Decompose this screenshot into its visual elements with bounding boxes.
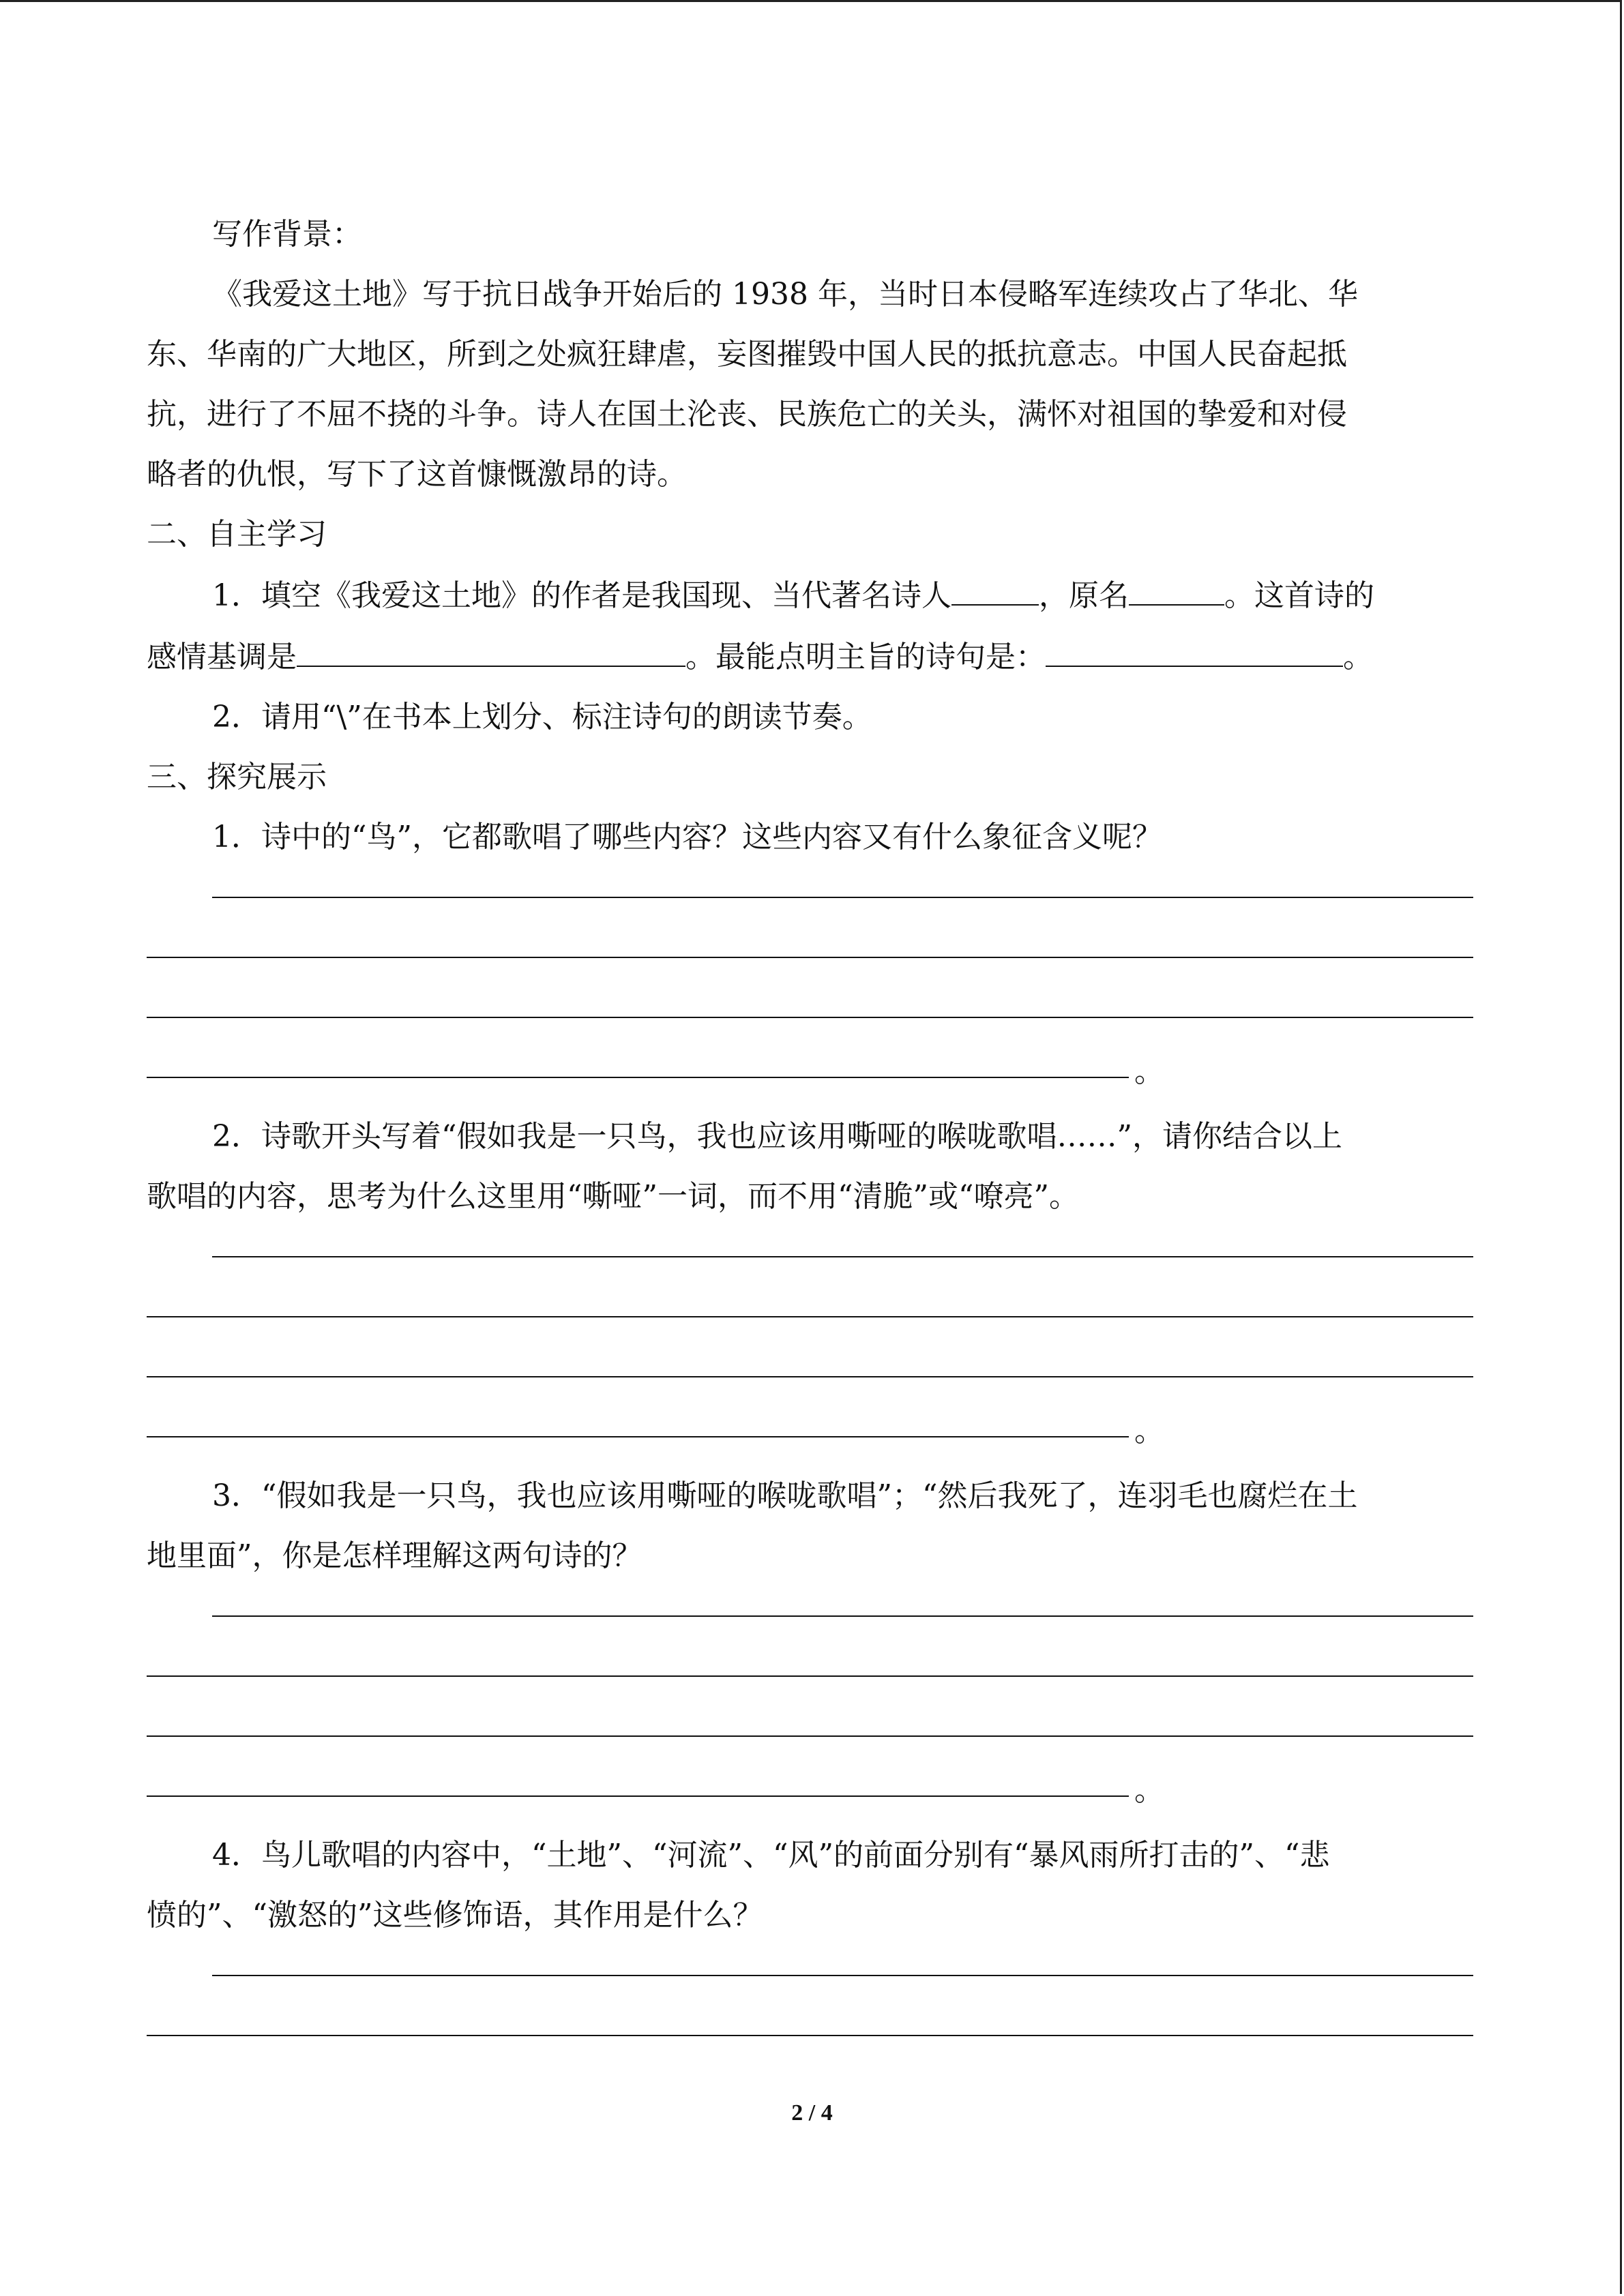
fill-in-text: 感情基调是: [147, 640, 297, 674]
answer-line: [147, 1735, 1473, 1737]
answer-line: [212, 897, 1473, 898]
background-line: 抗，进行了不屈不挠的斗争。诗人在国土沦丧、民族危亡的关头，满怀对祖国的挚爱和对侵: [147, 397, 1347, 432]
answer-line: [147, 957, 1473, 958]
answer-line: [147, 1077, 1129, 1078]
fill-in-question-cont: [147, 626, 1473, 687]
fill-in-text: 。这首诗的: [1224, 578, 1374, 613]
worksheet-content: [147, 205, 1473, 2068]
answer-line: [212, 1975, 1473, 1976]
explore-question-4: 4．鸟儿歌唱的内容中，“土地”、“河流”、“风”的前面分别有“暴风雨所打击的”、“悲: [212, 1838, 1330, 1873]
answer-area-1[interactable]: [147, 867, 1473, 1107]
answer-line: [147, 1316, 1473, 1317]
theme-line-blank[interactable]: [1046, 626, 1343, 667]
line-end-mark: 。: [1134, 1773, 1164, 1808]
background-line: 东、华南的广大地区，所到之处疯狂肆虐，妄图摧毁中国人民的抵抗意志。中国人民奋起抵: [147, 337, 1347, 372]
fill-in-text: 1．填空《我爱这土地》的作者是我国现、当代著名诗人: [212, 578, 951, 613]
explore-question-1: 1．诗中的“鸟”，它都歌唱了哪些内容？这些内容又有什么象征含义呢？: [212, 820, 1162, 854]
fill-in-text: 。最能点明主旨的诗句是：: [685, 640, 1046, 674]
answer-line: [147, 1376, 1473, 1377]
answer-line: [212, 1615, 1473, 1617]
page-number: 2 / 4: [791, 2100, 833, 2126]
line-end-mark: 。: [1134, 1414, 1164, 1448]
section-heading-self-study: 二、自主学习: [147, 517, 327, 552]
explore-question-3: 3．“假如我是一只鸟，我也应该用嘶哑的喉咙歌唱”；“然后我死了，连羽毛也腐烂在土: [212, 1478, 1358, 1513]
background-heading: 写作背景：: [212, 217, 362, 252]
answer-area-3[interactable]: [147, 1586, 1473, 1825]
fill-in-question: [147, 565, 1473, 626]
fill-in-text: 。: [1343, 640, 1373, 674]
section-heading-explore: 三、探究展示: [147, 760, 327, 794]
explore-question-2-cont: 歌唱的内容，思考为什么这里用“嘶哑”一词，而不用“清脆”或“嘹亮”。: [147, 1179, 1079, 1214]
explore-question-4-cont: 愤的”、“激怒的”这些修饰语，其作用是什么？: [147, 1898, 763, 1933]
rhythm-question: 2．请用“\”在书本上划分、标注诗句的朗读节奏。: [212, 700, 872, 734]
answer-area-4[interactable]: [147, 1945, 1473, 2068]
answer-line: [147, 1795, 1129, 1797]
explore-question-3-cont: 地里面”，你是怎样理解这两句诗的？: [147, 1538, 643, 1573]
explore-question-2: 2．诗歌开头写着“假如我是一只鸟，我也应该用嘶哑的喉咙歌唱……”，请你结合以上: [212, 1119, 1342, 1154]
answer-line: [147, 1675, 1473, 1677]
original-name-blank[interactable]: [1129, 565, 1224, 606]
answer-line: [147, 1436, 1129, 1437]
answer-area-2[interactable]: [147, 1227, 1473, 1466]
background-line: 《我爱这土地》写于抗日战争开始后的 1938 年，当时日本侵略军连续攻占了华北、华: [212, 277, 1358, 312]
background-line: 略者的仇恨，写下了这首慷慨激昂的诗。: [147, 457, 687, 492]
poet-name-blank[interactable]: [951, 565, 1039, 606]
answer-line: [147, 2035, 1473, 2036]
fill-in-text: ，原名: [1039, 578, 1129, 613]
answer-line: [212, 1256, 1473, 1257]
emotional-tone-blank[interactable]: [297, 626, 685, 667]
answer-line: [147, 1017, 1473, 1018]
line-end-mark: 。: [1134, 1054, 1164, 1089]
